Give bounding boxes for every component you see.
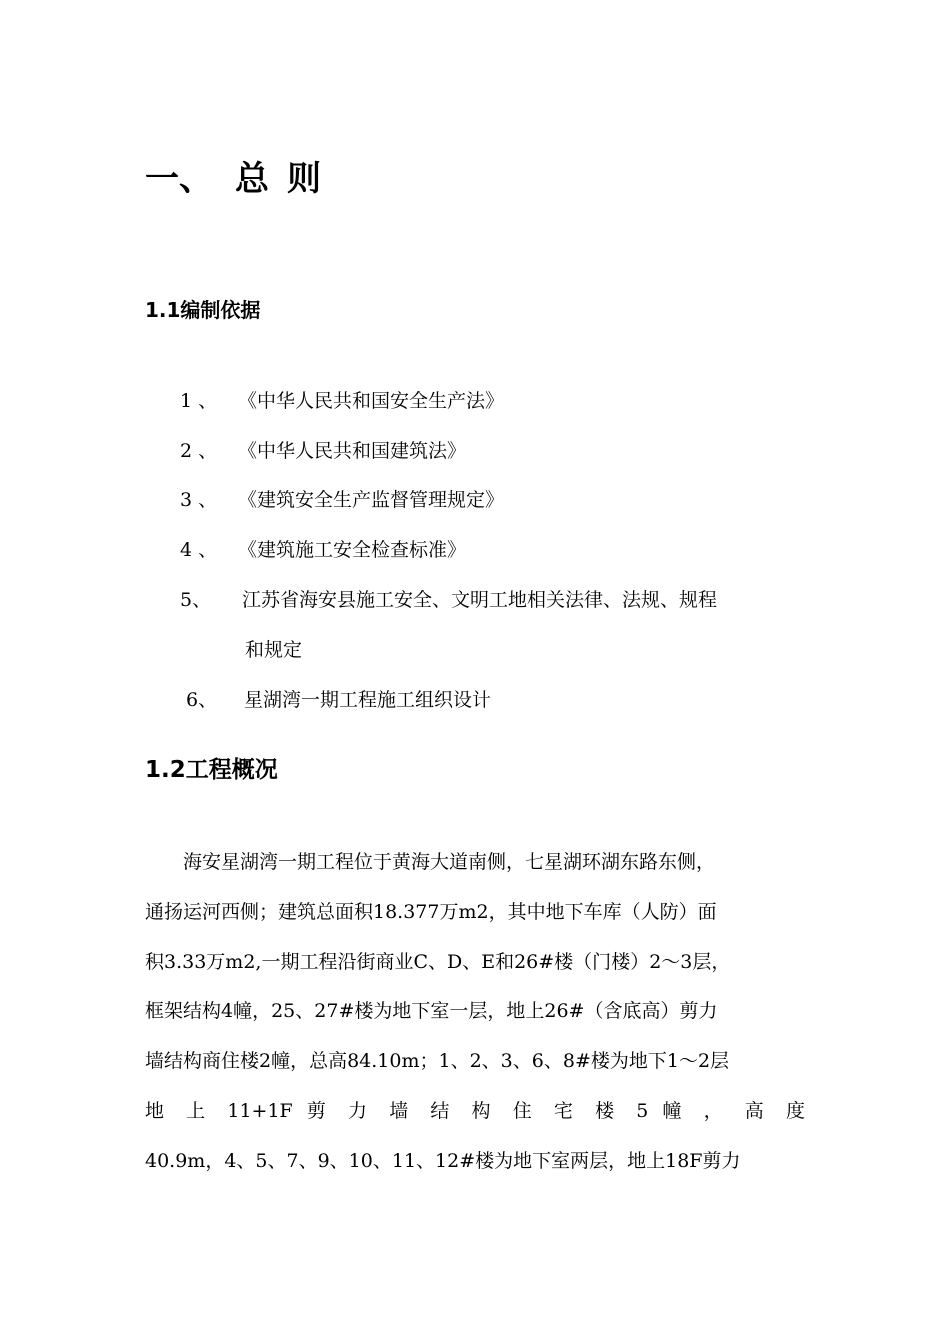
paragraph-line: 通扬运河西侧；建筑总面积18.377万m2，其中地下车库（人防）面 (145, 901, 717, 923)
reference-index: 2 、 (180, 440, 218, 462)
paragraph-line: 积3.33万m2,一期工程沿街商业C、D、E和26#楼（门楼）2～3层， (145, 951, 731, 973)
chapter-number: 一、 (145, 159, 213, 199)
section-title-overview: 1.2工程概况 (145, 757, 278, 783)
paragraph-line: 海安星湖湾一期工程位于黄海大道南侧，七星湖环湖东路东侧， (145, 851, 716, 873)
paragraph-line: 墙结构商住楼2幢，总高84.10m；1、2、3、6、8#楼为地下1～2层 (145, 1050, 730, 1072)
reference-item (180, 387, 504, 415)
reference-continuation: 和规定 (245, 639, 303, 661)
reference-text: 《中华人民共和国建筑法》 (238, 440, 467, 462)
reference-item (180, 586, 717, 614)
section-title-basis: 1.1编制依据 (145, 298, 261, 322)
chapter-title (145, 156, 321, 202)
paragraph-line: 框架结构4幢，25、27#楼为地下室一层，地上26#（含底高）剪力 (145, 1000, 718, 1022)
chapter-title-part1: 总 (235, 159, 269, 199)
reference-text: 《中华人民共和国安全生产法》 (238, 390, 505, 412)
reference-item (180, 486, 504, 514)
reference-item (180, 536, 466, 564)
reference-index: 3 、 (180, 489, 218, 511)
reference-text: 星湖湾一期工程施工组织设计 (244, 689, 492, 711)
paragraph-line: 地 上 11+1F 剪 力 墙 结 构 住 宅 楼 5 幢 ， 高 度 (145, 1100, 805, 1122)
reference-text: 《建筑施工安全检查标准》 (238, 539, 467, 561)
reference-text: 江苏省海安县施工安全、文明工地相关法律、法规、规程 (242, 589, 718, 611)
paragraph-line: 40.9m，4、5、7、9、10、11、12#楼为地下室两层，地上18F剪力 (145, 1150, 741, 1172)
reference-item (180, 437, 466, 465)
reference-index: 4 、 (180, 539, 218, 561)
chapter-title-part2: 则 (287, 159, 321, 199)
reference-index: 6、 (186, 689, 218, 711)
reference-text: 《建筑安全生产监督管理规定》 (238, 489, 505, 511)
reference-index: 1 、 (180, 390, 218, 412)
reference-index: 5、 (180, 589, 212, 611)
reference-item (186, 686, 491, 714)
